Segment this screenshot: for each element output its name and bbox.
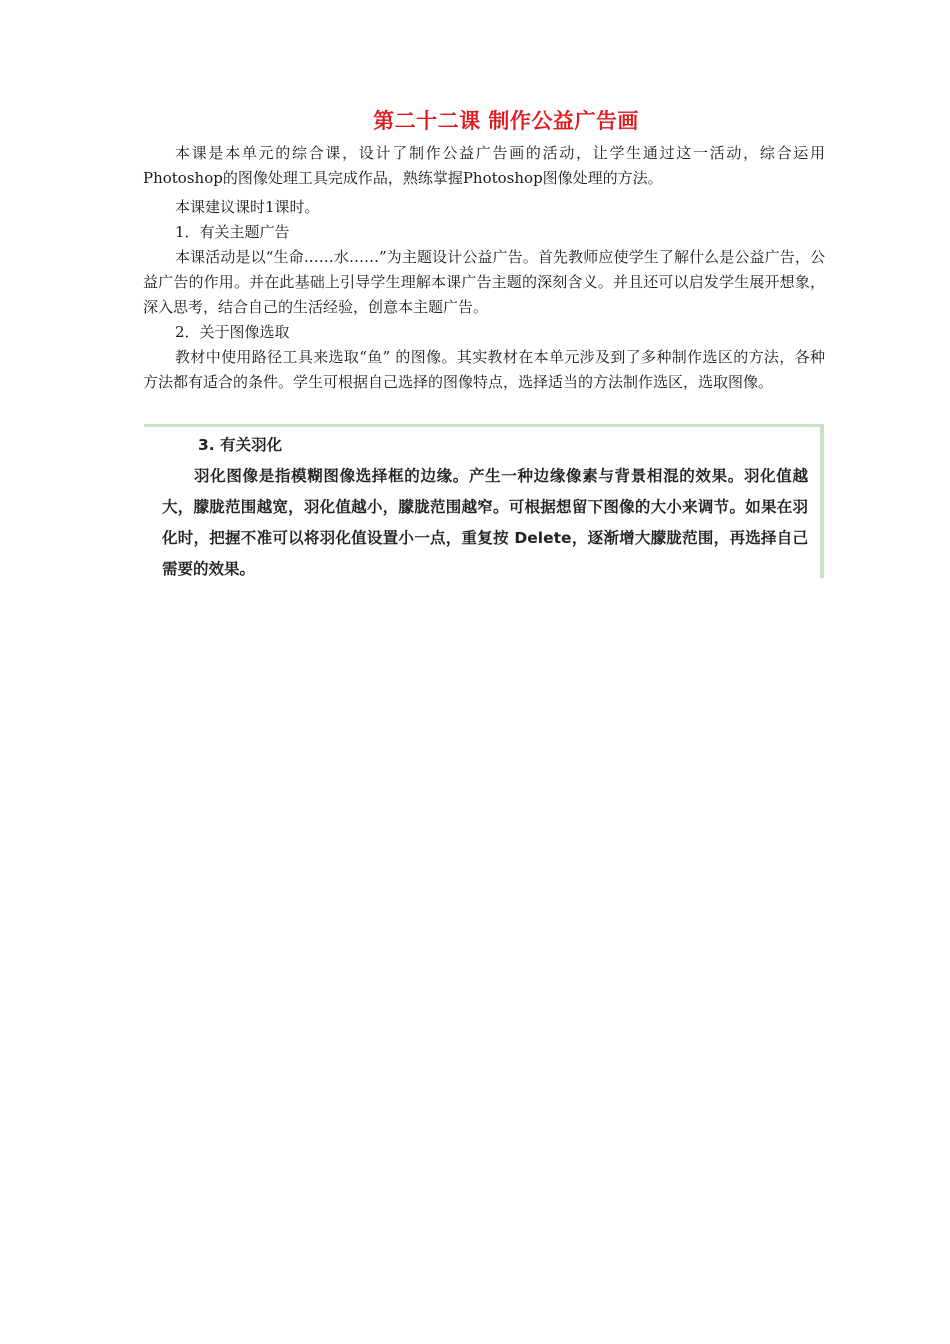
scan-border-right [820,424,824,578]
section-1-text: 本课活动是以“生命……水……”为主题设计公益广告。首先教师应使学生了解什么是公益广告，公益广告的作用。并在此基础上引导学生理解本课广告主题的深刻含义。并且还可以启发学生展开想象，深入思考，结合自己的生活经验，创意本主题广告。 [143,248,825,316]
intro-paragraph [143,141,825,191]
section-1-heading-text: 1．有关主题广告 [175,223,290,241]
section-2-paragraph [143,345,825,395]
section-2-heading-text: 2．关于图像选取 [175,323,290,341]
section-2-text: 教材中使用路径工具来选取“鱼” 的图像。其实教材在本单元涉及到了多种制作选区的方法，各种方法都有适合的条件。学生可根据自己选择的图像特点，选择适当的方法制作选区，选取图像。 [143,348,825,391]
hours-text: 本课建议课时1课时。 [175,198,320,216]
section-3-heading: 3. 有关羽化 [198,436,283,454]
hours-paragraph [143,195,825,220]
section-1-heading [143,220,825,245]
scan-border-top [144,424,824,427]
section-2-heading [143,320,825,345]
intro-text: 本课是本单元的综合课，设计了制作公益广告画的活动，让学生通过这一活动，综合运用Photoshop的图像处理工具完成作品，熟练掌握Photoshop图像处理的方法。 [143,144,825,187]
scanned-content [162,430,808,585]
lesson-title: 第二十二课 制作公益广告画 [373,109,639,133]
section-1-paragraph [143,245,825,320]
section-3-text: 羽化图像是指模糊图像选择框的边缘。产生一种边缘像素与背景相混的效果。羽化值越大，朦胧范围越宽，羽化值越小，朦胧范围越窄。可根据想留下图像的大小来调节。如果在羽化时，把握不准可以将羽化值设置小一点，重复按 Delete，逐渐增大朦胧范围，再选择自己需要的效果。 [162,467,808,578]
scanned-text-box [144,424,824,578]
